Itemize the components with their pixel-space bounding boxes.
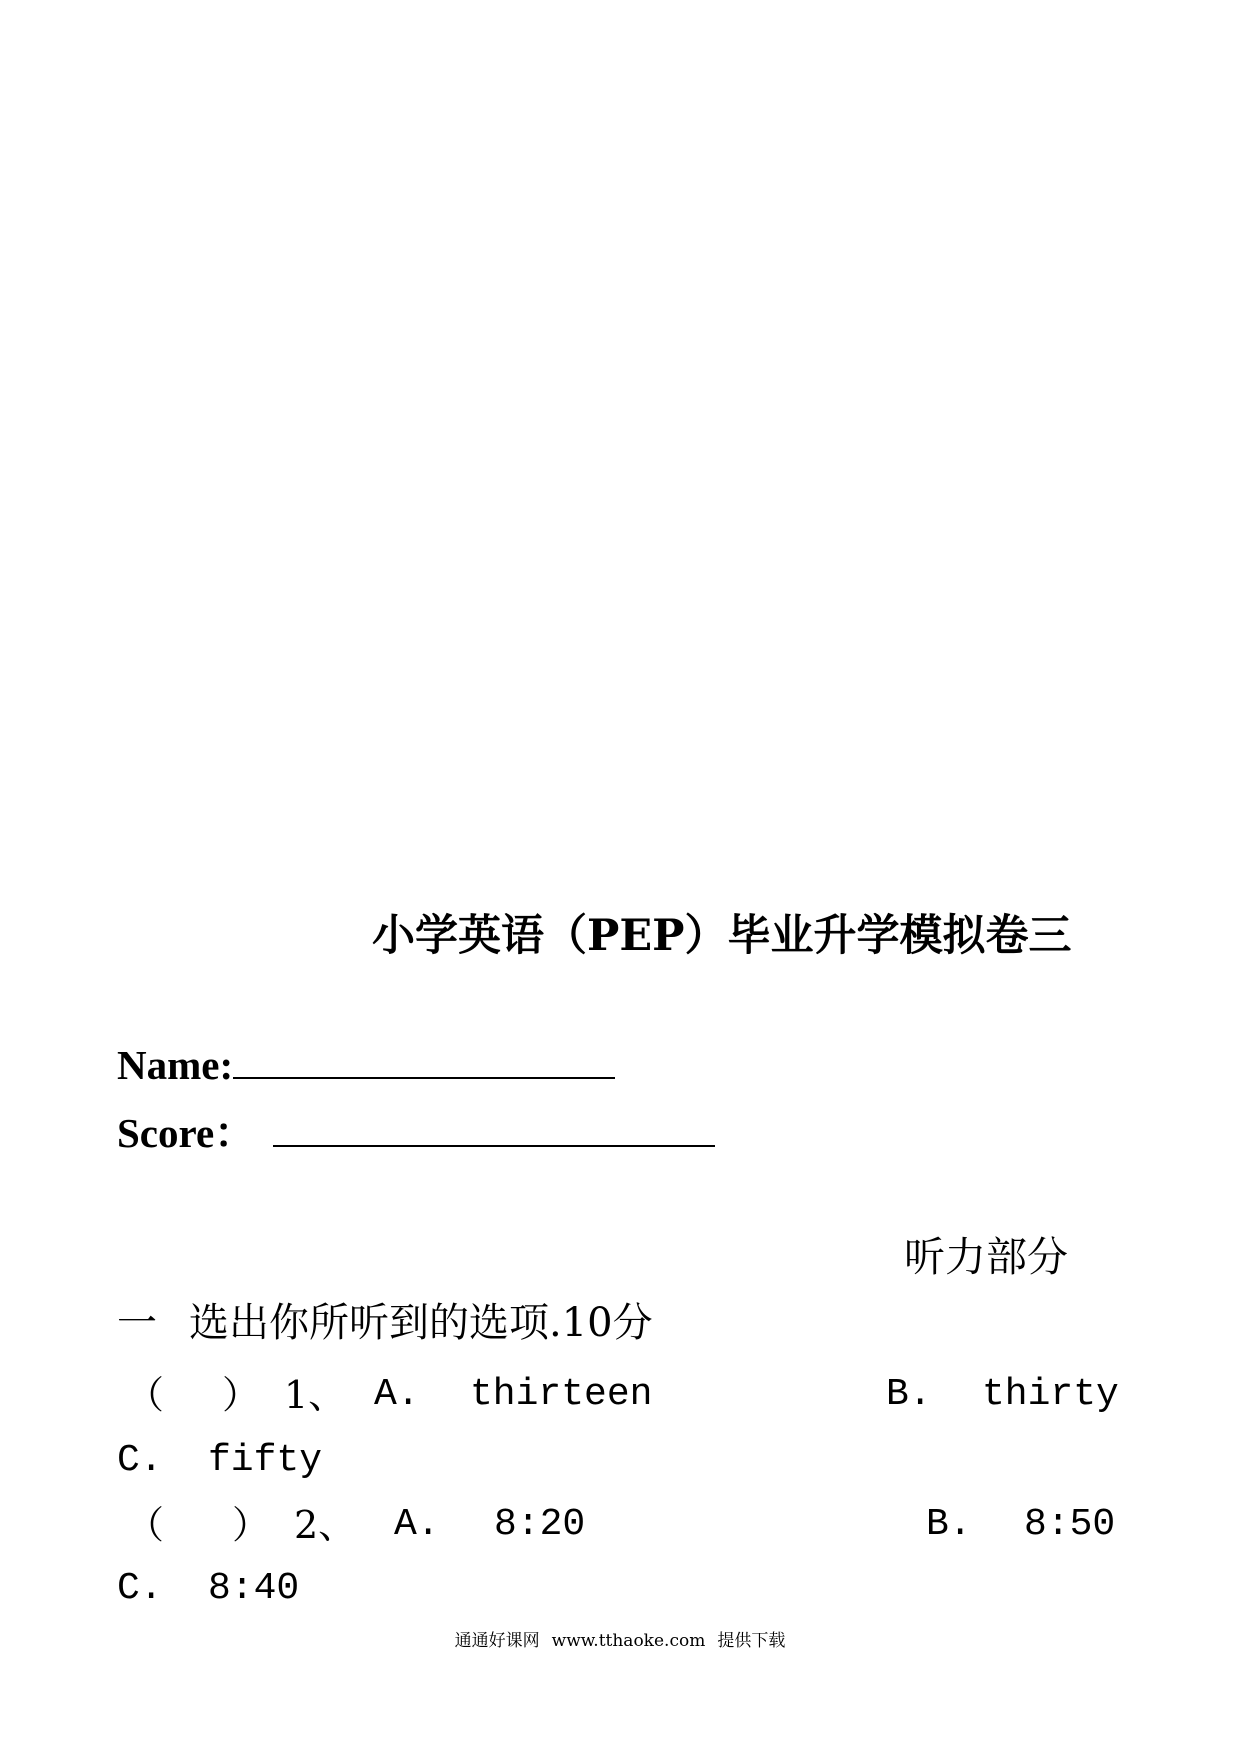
answer-paren-close: ） bbox=[232, 1503, 271, 1547]
option-b-letter: B. bbox=[926, 1503, 972, 1546]
option-c-letter: C. bbox=[117, 1439, 163, 1482]
page-title: 小学英语（PEP）毕业升学模拟卷三 bbox=[372, 911, 1072, 961]
footer-url[interactable]: www.tthaoke.com bbox=[551, 1631, 706, 1651]
option-b-text: thirty bbox=[982, 1373, 1119, 1416]
section-heading: 听力部分 bbox=[904, 1233, 1068, 1281]
footer-site-name: 通通好课网 bbox=[454, 1631, 540, 1651]
part-instruction: 选出你所听到的选项.10分 bbox=[189, 1300, 653, 1346]
option-b-text: 8:50 bbox=[1024, 1503, 1116, 1546]
option-a-letter: A. bbox=[374, 1373, 420, 1416]
option-c-text: fifty bbox=[208, 1439, 323, 1482]
option-b-letter: B. bbox=[886, 1373, 932, 1416]
footer-note: 提供下载 bbox=[717, 1631, 786, 1651]
score-label: Score： bbox=[117, 1110, 256, 1156]
name-label: Name: bbox=[117, 1042, 234, 1088]
answer-paren-open: （ bbox=[126, 1373, 165, 1417]
question-number: 2、 bbox=[294, 1503, 357, 1547]
option-a-text: thirteen bbox=[470, 1373, 653, 1416]
answer-paren-close: ） bbox=[222, 1373, 261, 1417]
name-blank-line[interactable] bbox=[233, 1043, 615, 1079]
name-field bbox=[117, 1040, 615, 1090]
score-field bbox=[117, 1108, 715, 1158]
option-c-letter: C. bbox=[117, 1567, 163, 1610]
option-a-text: 8:20 bbox=[494, 1503, 586, 1546]
page-footer bbox=[0, 1630, 1240, 1652]
option-c-text: 8:40 bbox=[208, 1567, 300, 1610]
part-number: 一 bbox=[117, 1300, 157, 1346]
question-number: 1、 bbox=[284, 1373, 347, 1417]
part-heading bbox=[117, 1298, 653, 1348]
score-blank-line[interactable] bbox=[273, 1111, 715, 1147]
option-a-letter: A. bbox=[394, 1503, 440, 1546]
answer-paren-open: （ bbox=[126, 1503, 165, 1547]
